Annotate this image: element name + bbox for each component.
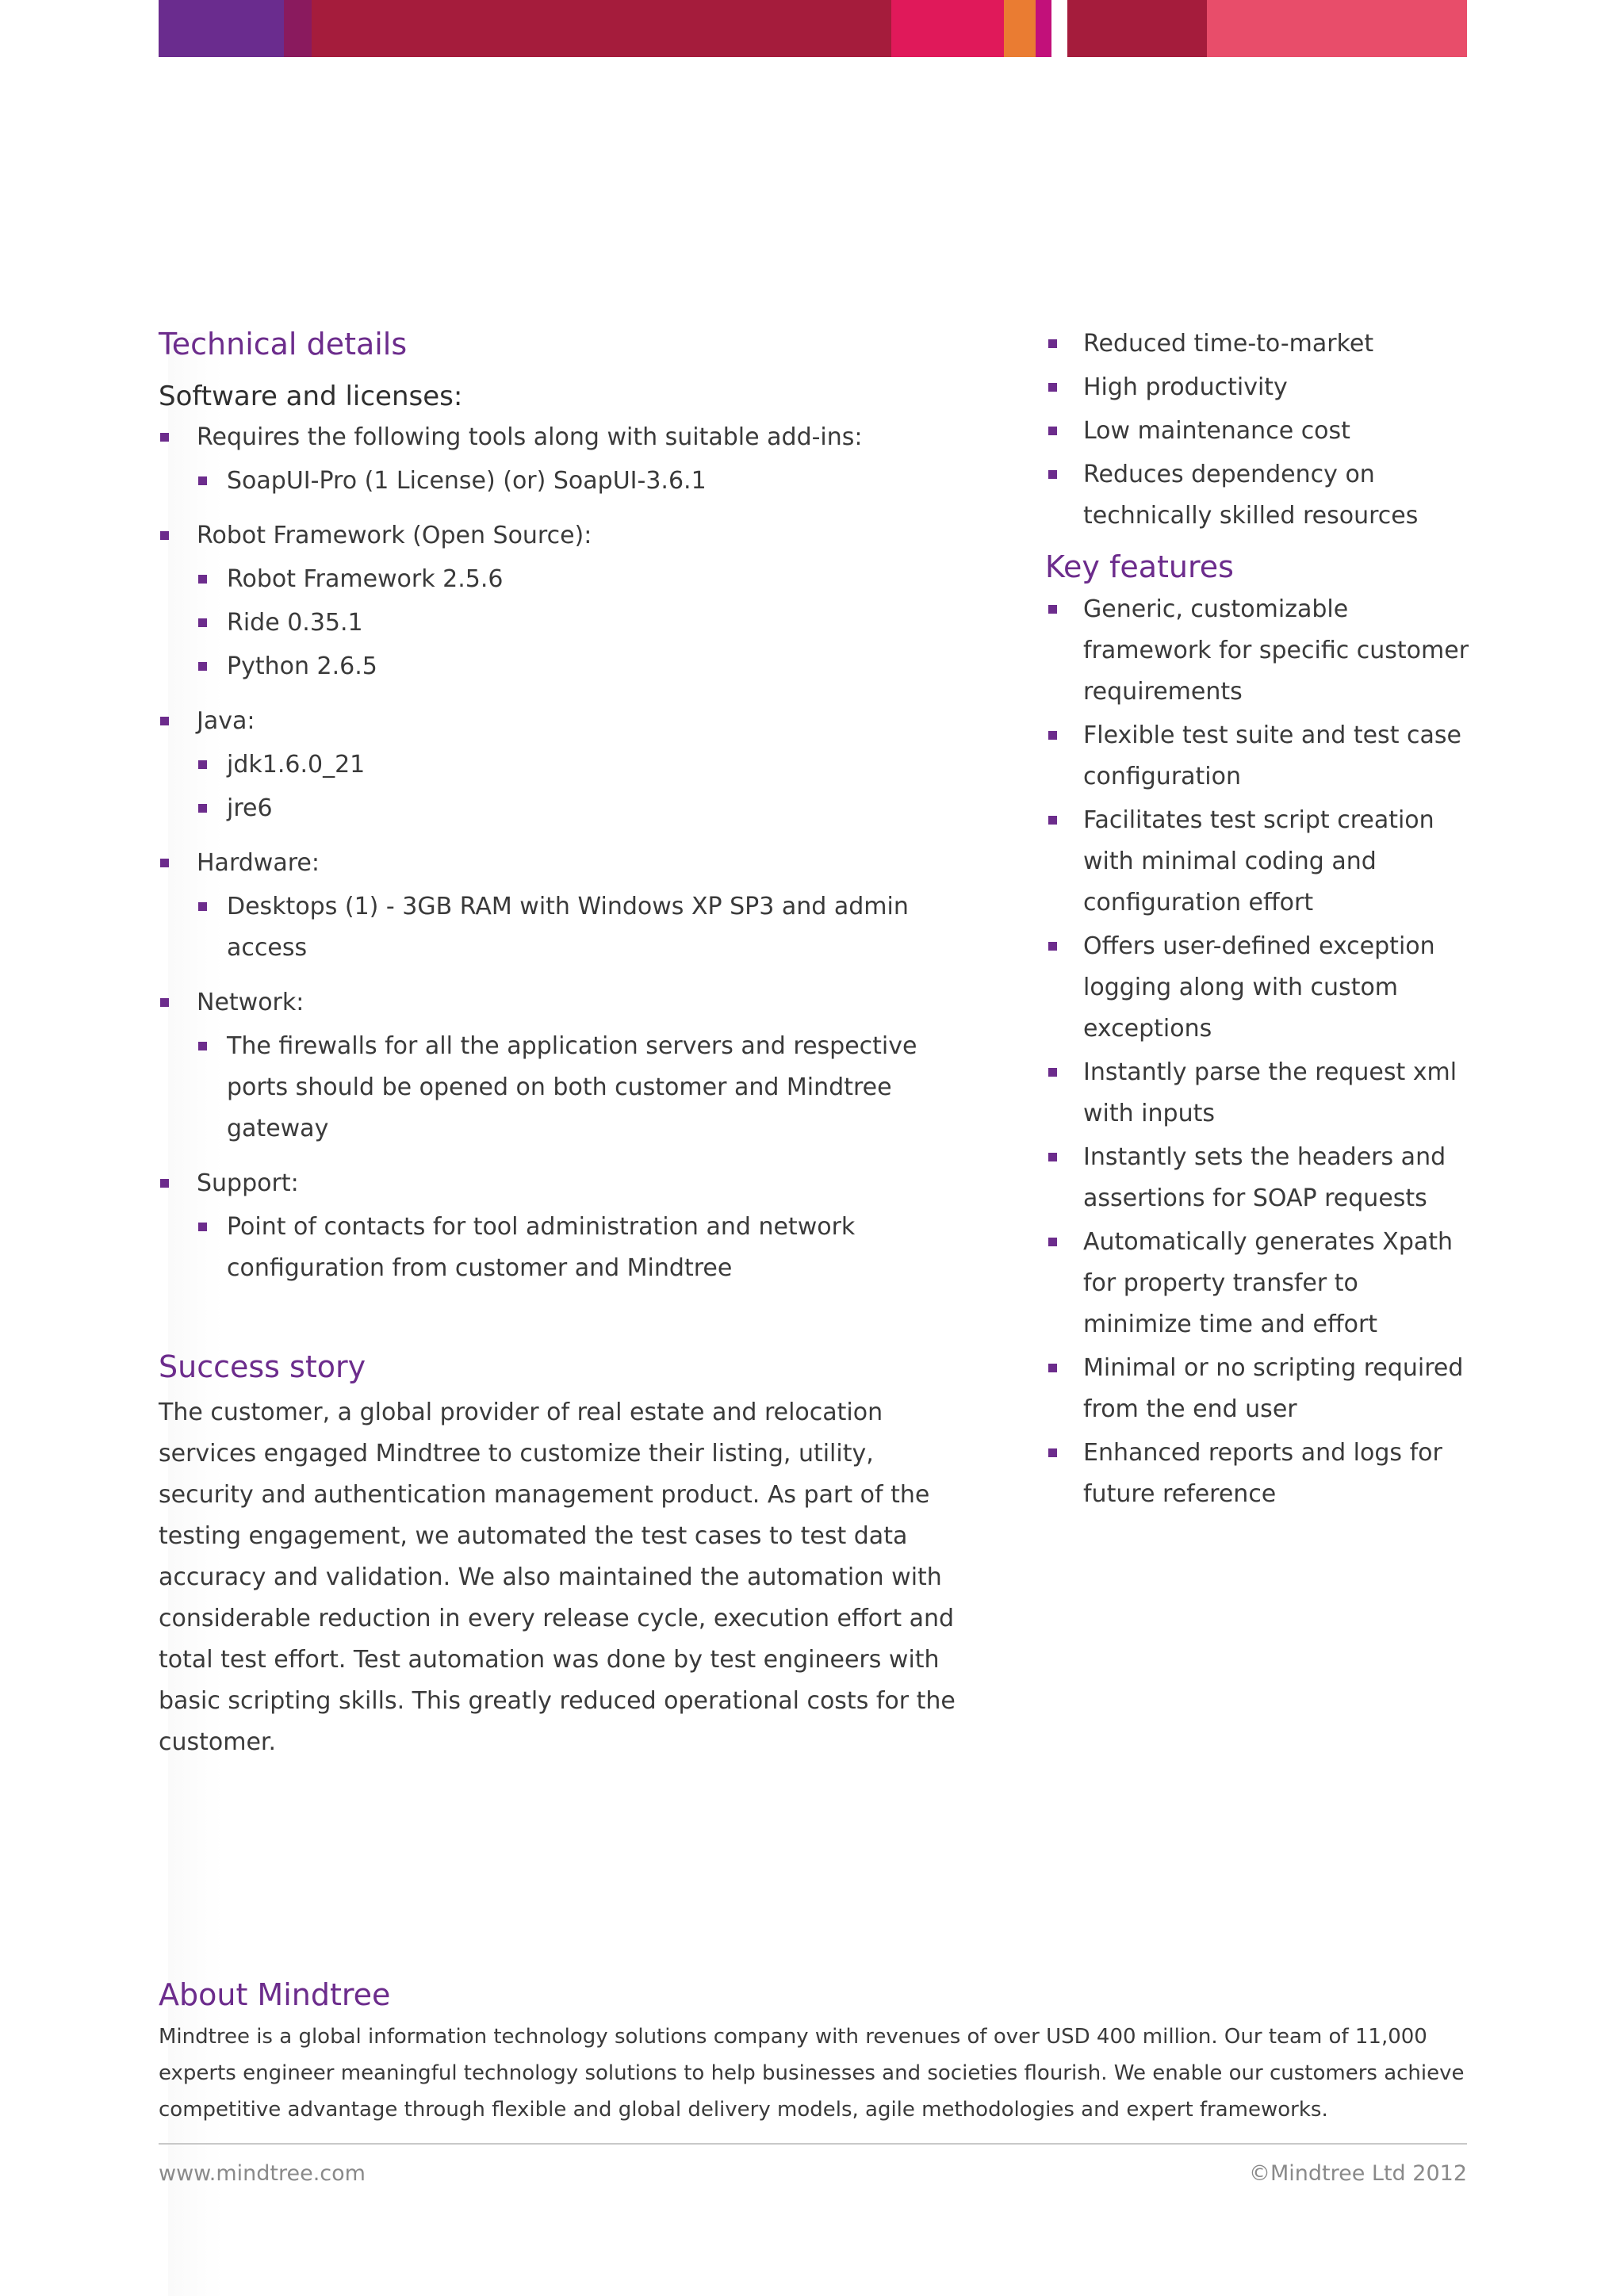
technical-sub-item-text: Ride 0.35.1: [227, 609, 363, 637]
key-feature-item-text: Instantly parse the request xml with inputs: [1083, 1058, 1457, 1127]
key-feature-item: [1045, 1433, 1473, 1515]
square-bullet-icon: [1048, 470, 1057, 479]
band-rose: [1207, 0, 1467, 57]
square-bullet-icon: [160, 859, 169, 867]
technical-sub-item-text: SoapUI-Pro (1 License) (or) SoapUI-3.6.1: [227, 467, 707, 495]
technical-details-list: [159, 417, 983, 1289]
technical-item: [159, 1163, 983, 1289]
technical-sub-list: [197, 886, 983, 969]
band-pink: [1036, 0, 1051, 57]
technical-item-label: Robot Framework (Open Source):: [197, 522, 592, 549]
benefit-item-text: Reduced time-to-market: [1083, 330, 1374, 358]
key-feature-item-text: Facilitates test script creation with minimal coding and configuration effort: [1083, 806, 1434, 916]
key-feature-item: [1045, 1137, 1473, 1219]
right-column: [1045, 323, 1473, 1515]
square-bullet-icon: [198, 575, 207, 584]
benefit-item-text: Reduces dependency on technically skilled resources: [1083, 461, 1419, 530]
technical-sub-list: [197, 559, 983, 687]
technical-sub-item: [197, 886, 983, 969]
square-bullet-icon: [1048, 1153, 1057, 1161]
software-licenses-subheading: Software and licenses:: [159, 381, 463, 412]
footer-copyright: ©Mindtree Ltd 2012: [1248, 2161, 1467, 2186]
success-story-heading: Success story: [159, 1349, 366, 1384]
benefit-item: [1045, 323, 1473, 365]
key-feature-item-text: Generic, customizable framework for specific customer requirements: [1083, 595, 1469, 706]
benefit-item-text: Low maintenance cost: [1083, 417, 1350, 445]
band-crimson: [312, 0, 891, 57]
technical-item-label: Network:: [197, 989, 304, 1016]
about-section: [159, 1974, 1467, 2128]
square-bullet-icon: [1048, 731, 1057, 740]
key-features-section: [1045, 546, 1473, 1515]
key-feature-item-text: Offers user-defined exception logging along with custom exceptions: [1083, 932, 1435, 1043]
technical-sub-list: [197, 1207, 983, 1289]
benefit-item: [1045, 411, 1473, 452]
technical-sub-item: [197, 744, 983, 786]
square-bullet-icon: [1048, 1364, 1057, 1372]
key-feature-item-text: Enhanced reports and logs for future reference: [1083, 1439, 1442, 1508]
technical-sub-item-text: Point of contacts for tool administration and network configuration from customer and Mindtree: [227, 1213, 856, 1282]
technical-sub-list: [197, 744, 983, 829]
square-bullet-icon: [1048, 383, 1057, 392]
square-bullet-icon: [198, 476, 207, 485]
footer-divider: [159, 2143, 1467, 2145]
technical-sub-item: [197, 646, 983, 687]
technical-sub-item-text: The firewalls for all the application servers and respective ports should be opened on both customer and Mindtree gateway: [227, 1032, 917, 1142]
about-heading: About Mindtree: [159, 1977, 391, 2012]
technical-details-heading: Technical details: [159, 327, 408, 362]
square-bullet-icon: [160, 531, 169, 540]
benefits-list: [1045, 323, 1473, 537]
technical-sub-item: [197, 788, 983, 829]
square-bullet-icon: [160, 998, 169, 1007]
band-orange: [1004, 0, 1036, 57]
technical-sub-list: [197, 1026, 983, 1150]
key-feature-item: [1045, 800, 1473, 924]
technical-item: [159, 515, 983, 687]
key-feature-item-text: Flexible test suite and test case configuration: [1083, 721, 1461, 790]
success-story-body: The customer, a global provider of real estate and relocation services engaged Mindtree to customize their listing, utility, security and authentication management product. As part of the testing engagement, we automated the test cases to test data accuracy and validation. We also maintained the automation with considerable reduction in every release cycle, execution effort and total test effort. Test automation was done by test engineers with basic scripting skills. This greatly reduced operational costs for the customer.: [159, 1399, 956, 1756]
technical-sub-item: [197, 1026, 983, 1150]
technical-item: [159, 701, 983, 829]
band-purple: [159, 0, 284, 57]
technical-sub-item-text: jdk1.6.0_21: [227, 751, 366, 779]
technical-sub-item-text: jre6: [227, 794, 273, 822]
square-bullet-icon: [1048, 605, 1057, 614]
about-body: Mindtree is a global information technology solutions company with revenues of over USD 400 million. Our team of 11,000 experts engineer meaningful technology solutions to help businesses and societies flourish. We enable our customers achieve competitive advantage through flexible and global delivery models, agile methodologies and expert frameworks.: [159, 2025, 1465, 2122]
square-bullet-icon: [198, 804, 207, 813]
technical-sub-item: [197, 559, 983, 600]
technical-item: [159, 417, 983, 502]
success-story-section: [159, 1346, 983, 1763]
square-bullet-icon: [1048, 1068, 1057, 1077]
square-bullet-icon: [160, 1179, 169, 1188]
square-bullet-icon: [198, 1042, 207, 1050]
square-bullet-icon: [160, 433, 169, 442]
technical-item-label: Java:: [197, 707, 255, 735]
technical-sub-item-text: Robot Framework 2.5.6: [227, 565, 504, 593]
square-bullet-icon: [198, 902, 207, 911]
square-bullet-icon: [1048, 816, 1057, 825]
technical-sub-item-text: Desktops (1) - 3GB RAM with Windows XP SP3 and admin access: [227, 893, 909, 962]
square-bullet-icon: [1048, 1448, 1057, 1457]
key-feature-item: [1045, 1052, 1473, 1135]
technical-item: [159, 843, 983, 969]
square-bullet-icon: [198, 618, 207, 627]
key-feature-item: [1045, 589, 1473, 713]
square-bullet-icon: [198, 662, 207, 671]
key-feature-item: [1045, 1222, 1473, 1345]
square-bullet-icon: [160, 717, 169, 725]
key-feature-item-text: Automatically generates Xpath for property transfer to minimize time and effort: [1083, 1228, 1454, 1338]
band-magenta: [891, 0, 1004, 57]
key-feature-item: [1045, 926, 1473, 1050]
band-wine: [1067, 0, 1207, 57]
technical-sub-item: [197, 461, 983, 502]
benefit-item-text: High productivity: [1083, 373, 1288, 401]
technical-item-label: Requires the following tools along with suitable add-ins:: [197, 423, 863, 451]
key-features-list: [1045, 589, 1473, 1515]
key-feature-item-text: Instantly sets the headers and assertions for SOAP requests: [1083, 1143, 1446, 1212]
technical-item-label: Hardware:: [197, 849, 320, 877]
technical-sub-list: [197, 461, 983, 502]
square-bullet-icon: [198, 1223, 207, 1231]
square-bullet-icon: [1048, 1238, 1057, 1246]
square-bullet-icon: [1048, 427, 1057, 435]
technical-sub-item-text: Python 2.6.5: [227, 652, 377, 680]
footer-website-link[interactable]: www.mindtree.com: [159, 2161, 366, 2186]
square-bullet-icon: [1048, 942, 1057, 951]
benefit-item: [1045, 367, 1473, 408]
square-bullet-icon: [198, 760, 207, 769]
technical-sub-item: [197, 1207, 983, 1289]
benefit-item: [1045, 454, 1473, 537]
key-features-heading: Key features: [1045, 549, 1234, 584]
technical-item-label: Support:: [197, 1169, 299, 1197]
key-feature-item-text: Minimal or no scripting required from the end user: [1083, 1354, 1464, 1423]
square-bullet-icon: [1048, 339, 1057, 348]
left-column: [159, 323, 983, 1763]
technical-item: [159, 982, 983, 1150]
technical-sub-item: [197, 603, 983, 644]
key-feature-item: [1045, 1348, 1473, 1430]
band-plum: [284, 0, 312, 57]
key-feature-item: [1045, 715, 1473, 798]
